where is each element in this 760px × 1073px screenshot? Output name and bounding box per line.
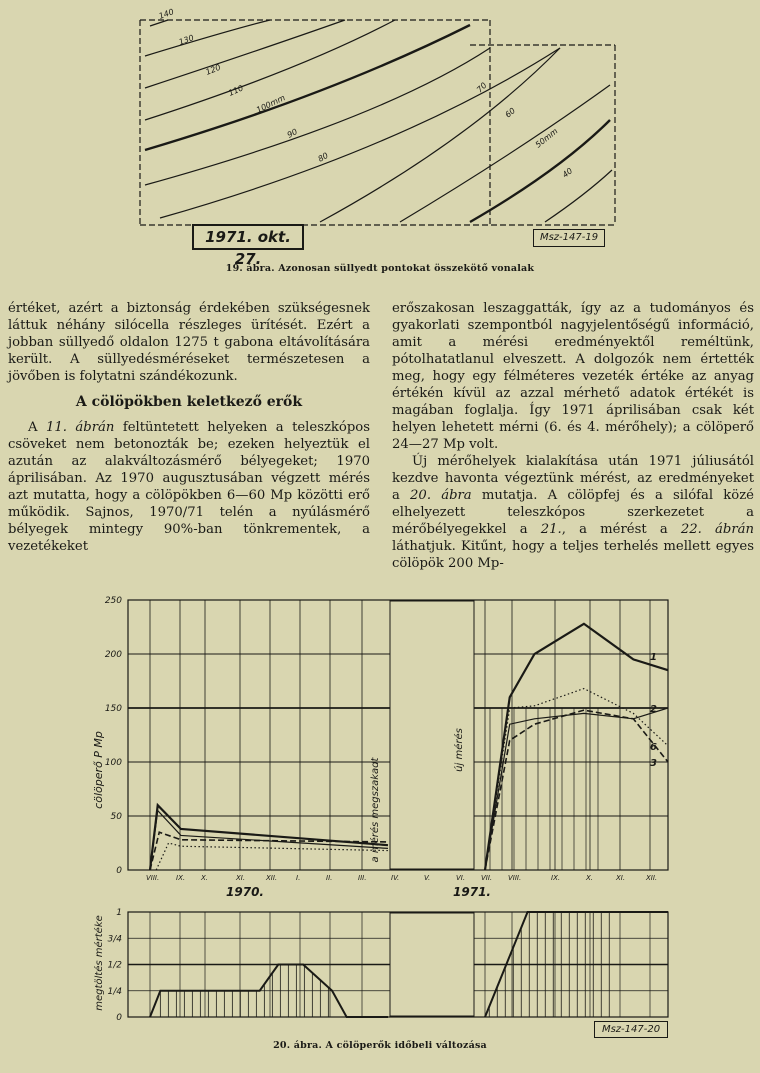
x-tick-label: IX. [551,874,561,882]
y-tick-label: 100 [104,758,122,768]
label-100: 100mm [254,93,287,115]
annot-stop: a mérés megszakadt [370,757,381,863]
fill-y-tick: 1/2 [107,960,122,971]
label-140: 140 [157,7,176,21]
label-120: 120 [204,62,222,77]
x-tick-label: VIII. [146,874,160,882]
x-tick-label: I. [296,874,301,882]
y-tick-label: 0 [116,866,122,876]
contour-90 [145,48,490,185]
year-1970: 1970. [226,885,264,899]
x-tick-label: VI. [456,874,466,882]
fill-y-tick: 0 [116,1013,122,1023]
fig19-code: Msz-147-19 [533,229,605,247]
series-1971-line [485,710,668,870]
paragraph: Új mérőhelyek kialakítása után 1971 júliusától kezdve havonta végeztünk mérést, az eredményeket a 20. ábra mutatja. A cölöpfej és a silófal közé elhelyezett teleszkópos szerkezetet a mérőbélyegekkel a 21., a mérést a 22. ábrán láthatjuk. Kitűnt, hogy a teljes terhelés mellett egyes cölöpök 200 Mp- [392,454,754,571]
label-110: 110 [227,83,245,98]
paragraph: A 11. ábrán feltüntetett helyeken a teleszkópos csöveket nem betonozták be; ezeken helyeztük el azután az alakváltozásmérő bélyegeket; 1970 áprilisában. Az 1970 augusztusában végzett mérés azt mutatta, hogy a cölöpökben 6—60 Mp közötti erő működik. Sajnos, 1970/71 telén a nyúlásmérő bélyegek mintegy 90%-ban tönkrementek, a vezetékeket [8,420,371,554]
series-1970-line [150,805,388,870]
x-tick-label: III. [358,874,367,882]
fig20-code: Msz-147-20 [594,1021,668,1038]
series-1970-line [150,832,388,870]
series-1970-line [156,843,388,870]
label-60: 60 [503,106,518,120]
series-1971-line [485,689,668,870]
fill-y-tick: 3/4 [107,934,122,945]
label-80: 80 [316,150,330,164]
x-tick-label: II. [326,874,333,882]
series-label: 6 [650,741,657,753]
x-tick-label: VIII. [508,874,522,882]
y-tick-label: 50 [110,812,122,822]
paragraph: értéket, azért a biztonság érdekében szükségesnek láttuk néhány silócella részleges ürítését. Ezért a jobban süllyedő oldalon 1275 t gabona eltávolítására került. A süllyedésméréseket természetesen a jövőben is folytatni szándékozunk. [8,301,370,384]
contour-40 [545,170,612,222]
fig20-caption: 20. ábra. A cölöperők időbeli változása [273,1040,487,1051]
text-column-right [392,300,754,572]
contour-140 [150,20,168,26]
series-label: 1 [650,652,657,664]
series-label: 3 [650,758,657,769]
y-tick-label: 150 [104,704,122,714]
contour-100 [145,25,470,150]
contour-70 [320,48,560,222]
contour-50 [470,120,610,222]
fig19-caption: 19. ábra. Azonosan süllyedt pontokat összekötő vonalak [225,263,535,274]
contour-130 [145,20,270,56]
paragraph: erőszakosan leszaggatták, így az a tudományos és gyakorlati szempontból nagyjelentőségű információ, amit a mérési eredményektől reméltünk, pótolhatatlanul elveszett. A dolgozók nem értették meg, hogy egy félméteres vezeték értéke az anyag értékén kívül az azzal mérhető adatok értékét is magában foglalja. Így 1971 áprilisában csak két helyen lehetett mérni (6. és 4. mérőhely); a cölöperő 24—27 Mp volt. [392,301,754,452]
x-tick-label: XI. [236,874,246,882]
date-box: 1971. okt. 27. [192,224,304,250]
label-40: 40 [560,166,575,180]
section-heading: A cölöpökben keletkező erők [75,394,303,410]
figure-19 [0,0,760,262]
x-tick-label: VII. [481,874,493,882]
x-tick-label: XII. [646,874,658,882]
contour-120 [145,20,345,88]
label-50: 50mm [533,126,560,150]
annot-new: új mérés [454,728,465,772]
label-90: 90 [285,127,299,140]
x-tick-label: X. [586,874,594,882]
fill-y-tick: 1/4 [107,986,122,997]
x-tick-label: XII. [266,874,278,882]
x-tick-label: XI. [616,874,626,882]
label-70: 70 [475,80,489,95]
x-tick-label: IV. [391,874,400,882]
y-tick-label: 250 [104,596,122,606]
contour-80 [160,48,560,218]
fill-break-gap [390,913,474,1016]
year-1971: 1971. [453,885,491,899]
text-column-left [8,300,370,555]
y-axis-label-fill: megtöltés mértéke [94,915,105,1011]
y-tick-label: 200 [104,650,122,660]
series-1971-line [485,708,668,870]
x-tick-label: X. [201,874,209,882]
label-130: 130 [177,33,196,47]
series-1971-line [485,624,668,870]
x-tick-label: IX. [176,874,186,882]
x-tick-label: V. [424,874,431,882]
y-axis-label: cölöperő P Mp [92,731,105,809]
series-label: 2 [650,704,657,715]
fill-y-tick: 1 [116,908,122,918]
figure-20 [0,590,760,1030]
